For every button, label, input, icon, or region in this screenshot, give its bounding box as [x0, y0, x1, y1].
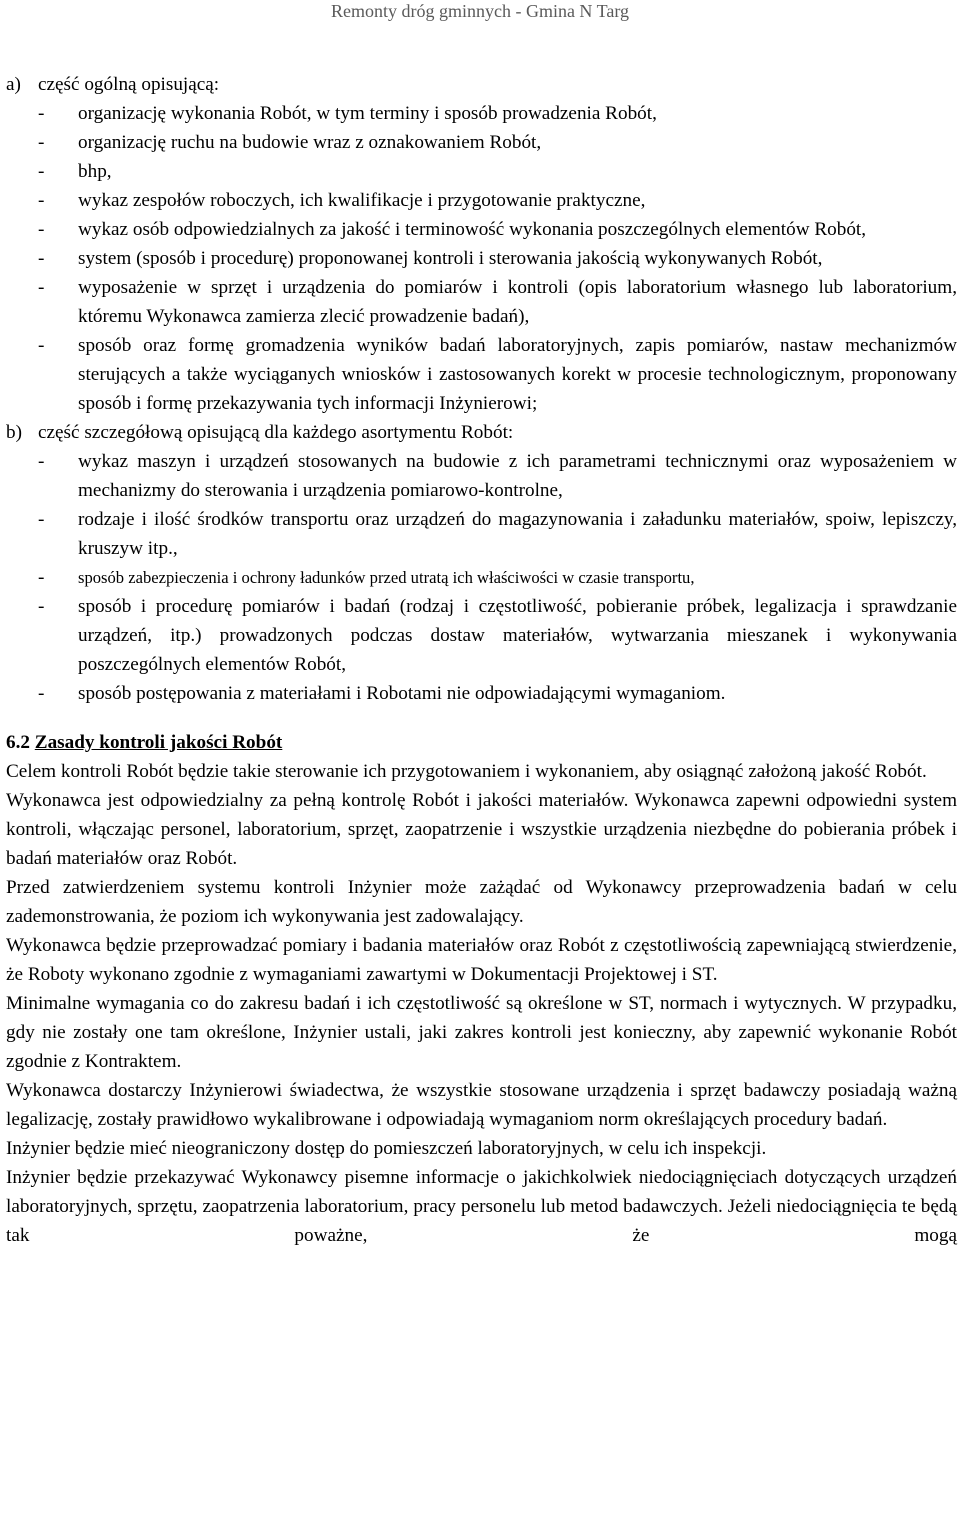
list-item-text: organizację wykonania Robót, w tym terminy i sposób prowadzenia Robót,	[78, 103, 657, 124]
list-item	[38, 563, 957, 592]
list-item	[38, 99, 957, 128]
dash-bullet: -	[38, 335, 45, 356]
list-item	[38, 331, 957, 418]
section-number: 6.2	[6, 732, 35, 753]
paragraph: Wykonawca jest odpowiedzialny za pełną kontrolę Robót i jakości materiałów. Wykonawca zapewni odpowiedni system kontroli, włączając personel, laboratorium, sprzęt, zaopatrzenie i wszystkie urządzenia niezbędne do pobierania próbek i badań materiałów oraz Robót.	[6, 790, 957, 869]
dash-bullet: -	[38, 190, 45, 211]
list-item-text: organizację ruchu na budowie wraz z oznakowaniem Robót,	[78, 132, 542, 153]
paragraph: Minimalne wymagania co do zakresu badań i ich częstotliwość są określone w ST, normach i wytycznych. W przypadku, gdy nie zostały one tam określone, Inżynier ustali, jaki zakres kontroli jest konieczny, aby zapewnić wykonanie Robót zgodnie z Kontraktem.	[6, 993, 957, 1072]
list-item	[38, 186, 957, 215]
running-header: Remonty dróg gminnych - Gmina N Targ	[330, 1, 630, 21]
dash-bullet: -	[38, 132, 45, 153]
list-item-text: bhp,	[78, 161, 112, 182]
list-marker: a)	[6, 74, 21, 95]
paragraph: Przed zatwierdzeniem systemu kontroli Inżynier może zażądać od Wykonawcy przeprowadzenia badań w celu zademonstrowania, że poziom ich wykonywania jest zadowalający.	[6, 877, 957, 927]
list-item-text: wyposażenie w sprzęt i urządzenia do pomiarów i kontroli (opis laboratorium własnego lub laboratorium, któremu Wykonawca zamierza zlecić prowadzenie badań),	[78, 277, 957, 327]
part-a-heading	[6, 70, 957, 99]
list-item	[38, 679, 957, 708]
dash-bullet: -	[38, 451, 45, 472]
list-item-text: sposób zabezpieczenia i ochrony ładunków przed utratą ich właściwości w czasie transportu,	[78, 568, 695, 587]
list-item	[38, 215, 957, 244]
paragraph: Wykonawca będzie przeprowadzać pomiary i badania materiałów oraz Robót z częstotliwością zapewniającą stwierdzenie, że Roboty wykonano zgodnie z wymaganiami zawartymi w Dokumentacji Projektowej i ST.	[6, 935, 957, 985]
paragraph: Inżynier będzie przekazywać Wykonawcy pisemne informacje o jakichkolwiek niedociągnięciach dotyczących urządzeń laboratoryjnych, sprzętu, zaopatrzenia laboratorium, pracy personelu lub metod badawczych. Jeżeli niedociągnięcia te będą tak poważne, że mogą	[6, 1167, 957, 1246]
list-label: część ogólną opisującą:	[38, 74, 220, 95]
list-marker: b)	[6, 422, 22, 443]
dash-bullet: -	[38, 219, 45, 240]
dash-bullet: -	[38, 596, 45, 617]
paragraph: Celem kontroli Robót będzie takie sterowanie ich przygotowaniem i wykonaniem, aby osiągnąć założoną jakość Robót.	[6, 761, 927, 782]
section-title: Zasady kontroli jakości Robót	[34, 732, 283, 753]
paragraph: Wykonawca dostarczy Inżynierowi świadectwa, że wszystkie stosowane urządzenia i sprzęt badawczy posiadają ważną legalizację, zostały prawidłowo wykalibrowane i odpowiadają wymaganiom norm określających procedury badań.	[6, 1080, 957, 1130]
dash-bullet: -	[38, 161, 45, 182]
list-item-text: system (sposób i procedurę) proponowanej kontroli i sterowania jakością wykonywanych Robót,	[78, 248, 823, 269]
list-item-text: rodzaje i ilość środków transportu oraz urządzeń do magazynowania i załadunku materiałów, spoiw, lepiszczy, kruszyw itp.,	[78, 509, 957, 559]
dash-bullet: -	[38, 567, 45, 588]
list-item	[38, 244, 957, 273]
dash-bullet: -	[38, 103, 45, 124]
list-item-text: sposób i procedurę pomiarów i badań (rodzaj i częstotliwość, pobieranie próbek, legalizacja i sprawdzanie urządzeń, itp.) prowadzonych podczas dostaw materiałów, wytwarzania mieszanek i wykonywania poszczególnych elementów Robót,	[78, 596, 957, 675]
list-item-text: sposób postępowania z materiałami i Robotami nie odpowiadającymi wymaganiom.	[78, 683, 726, 704]
list-item	[38, 128, 957, 157]
list-item	[38, 447, 957, 505]
paragraph: Inżynier będzie mieć nieograniczony dostęp do pomieszczeń laboratoryjnych, w celu ich inspekcji.	[6, 1138, 767, 1159]
list-item	[38, 592, 957, 679]
dash-bullet: -	[38, 277, 45, 298]
list-item	[38, 157, 957, 186]
dash-bullet: -	[38, 509, 45, 530]
list-item-text: wykaz maszyn i urządzeń stosowanych na budowie z ich parametrami technicznymi oraz wyposażeniem w mechanizmy do sterowania i urządzenia pomiarowo-kontrolne,	[78, 451, 957, 501]
list-label: część szczegółową opisującą dla każdego asortymentu Robót:	[38, 422, 514, 443]
section-heading	[6, 728, 957, 757]
dash-bullet: -	[38, 248, 45, 269]
list-item	[38, 273, 957, 331]
document-body	[6, 70, 957, 1250]
list-item-text: wykaz zespołów roboczych, ich kwalifikacje i przygotowanie praktyczne,	[78, 190, 646, 211]
list-item-text: sposób oraz formę gromadzenia wyników badań laboratoryjnych, zapis pomiarów, nastaw mechanizmów sterujących a także wyciąganych wniosków i zastosowanych korekt w procesie technologicznym, proponowany sposób i formę przekazywania tych informacji Inżynierowi;	[78, 335, 957, 414]
list-item-text: wykaz osób odpowiedzialnych za jakość i terminowość wykonania poszczególnych elementów Robót,	[78, 219, 867, 240]
dash-bullet: -	[38, 683, 45, 704]
part-b-heading	[6, 418, 957, 447]
list-item	[38, 505, 957, 563]
